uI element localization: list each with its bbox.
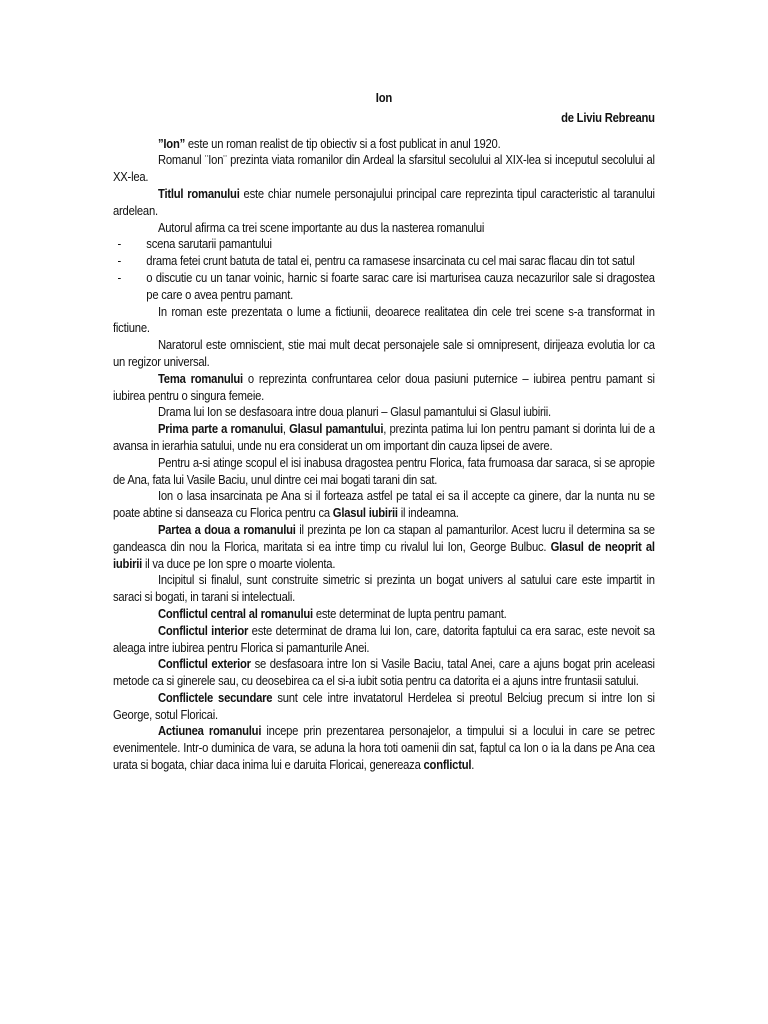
paragraph [113, 371, 655, 405]
paragraph-text: Romanul ¨Ion¨ prezinta viata romanilor din Ardeal la sfarsitul secolului al XIX-lea si inceputul secolului al XX-lea. [113, 153, 655, 185]
list-item [118, 270, 655, 304]
paragraph-text: Autorul afirma ca trei scene importante au dus la nasterea romanului [158, 220, 485, 235]
bold-term: Tema romanului [158, 371, 243, 386]
list-marker: - [117, 254, 122, 269]
bold-term: Glasul iubirii [332, 506, 398, 521]
document-body [113, 90, 655, 774]
paragraph [113, 404, 655, 421]
paragraph-text: incepe prin prezentarea personajelor, a timpului si a locului in care se petrec evenimentele. Intr-o duminica de vara, se aduna la hora toti oamenii din sat, faptul ca Ion o ia la dans pe Ana cea urata si bogata, chiar daca inima lui e daruita Floricai, genereaza [113, 724, 655, 773]
paragraph [113, 656, 655, 690]
paragraph [113, 136, 655, 153]
paragraph-text: sunt cele intre invatatorul Herdelea si preotul Belciug precum si intre Ion si George, sotul Floricai. [113, 690, 655, 722]
list-item-text: drama fetei crunt batuta de tatal ei, pentru ca ramasese insarcinata cu cel mai sarac flacau din tot satul [146, 254, 635, 269]
paragraph [113, 488, 655, 522]
paragraph-text: il indeamna. [397, 506, 459, 521]
paragraph-text: o reprezinta confruntarea celor doua pasiuni puternice – iubirea pentru pamant si iubirea pentru o singura femeie. [113, 371, 655, 403]
paragraph [113, 690, 655, 724]
paragraph [113, 623, 655, 657]
paragraph-text: Naratorul este omniscient, stie mai mult decat personajele sale si omnipresent, dirijeaza evolutia lor ca un regizor universal. [113, 338, 655, 369]
list-marker: - [117, 270, 122, 285]
paragraph-text: , [282, 422, 290, 437]
paragraph-text: il va duce pe Ion spre o moarte violenta. [142, 556, 336, 571]
paragraph-text: In roman este prezentata o lume a fictiunii, deoarece realitatea din cele trei scene s-a transformat in fictiune. [113, 304, 655, 336]
paragraph-text: este chiar numele personajului principal care reprezinta tipul caracteristic al taranului ardelean. [113, 186, 655, 218]
paragraph [113, 152, 655, 186]
paragraph-text: Pentru a-si atinge scopul el isi inabusa dragostea pentru Florica, fata frumoasa dar saraca, si se apropie de Ana, fata lui Vasile Baciu, unul dintre cei mai bogati tarani din sat. [113, 455, 655, 487]
bold-term: Glasul pamantului [289, 422, 384, 437]
analysis-section [113, 304, 655, 774]
bold-term: Actiunea romanului [158, 724, 262, 739]
bold-term: Prima parte a romanului [158, 422, 283, 437]
paragraph [113, 337, 655, 371]
paragraph [113, 220, 655, 237]
bold-term: Conflictul interior [158, 623, 249, 638]
paragraph [113, 522, 655, 572]
list-marker: - [117, 237, 122, 252]
paragraph-text: , prezinta patima lui Ion pentru pamant si dorinta lui de a avansa in ierarhia satului, unde nu era considerat un om important din cauza lipsei de avere. [113, 422, 655, 453]
intro-section [113, 136, 655, 237]
paragraph [113, 186, 655, 220]
paragraph-text: Ion o lasa insarcinata pe Ana si il forteaza astfel pe tatal ei sa il accepte ca ginere, dar la nunta nu se poate abtine si danseaza cu Florica pentru ca [113, 489, 655, 521]
paragraph-text: Drama lui Ion se desfasoara intre doua planuri – Glasul pamantului si Glasul iubirii. [158, 405, 551, 420]
paragraph [113, 421, 655, 455]
paragraph-text: este determinat de lupta pentru pamant. [312, 606, 507, 621]
bold-term: Titlul romanului [158, 186, 240, 201]
list-item-text: o discutie cu un tanar voinic, harnic si foarte sarac care isi marturisea cauza necazurilor sale si dragostea pe care o avea pentru pamant. [146, 270, 655, 302]
paragraph [113, 572, 655, 606]
paragraph [113, 606, 655, 623]
paragraph [113, 304, 655, 338]
paragraph-text: se desfasoara intre Ion si Vasile Baciu, tatal Anei, care a ajuns bogat prin aceleasi metode ca si ginerele sau, cu deosebirea ca el si-a iubit sotia pentru ca datorita ei a ajuns intre fruntasii satului. [113, 657, 655, 689]
document-author: de Liviu Rebreanu [561, 110, 655, 125]
bold-term: Conflictele secundare [158, 690, 273, 705]
list-item [118, 253, 655, 270]
paragraph-text: il prezinta pe Ion ca stapan al pamanturilor. Acest lucru il determina sa se gandeasca din nou la Florica, maritata si ea intre timp cu rivalul lui Ion, George Bulbuc. [113, 522, 655, 554]
inspiration-scenes-list [113, 236, 655, 303]
paragraph-text: este un roman realist de tip obiectiv si a fost publicat in anul 1920. [185, 136, 501, 151]
paragraph [113, 455, 655, 489]
bold-term: Glasul de neoprit al iubirii [113, 539, 655, 571]
bold-term: Conflictul exterior [158, 657, 251, 672]
list-item [118, 236, 655, 253]
bold-term: ”Ion” [158, 136, 185, 151]
bold-term: Partea a doua a romanului [158, 522, 296, 537]
bold-term: conflictul [423, 758, 472, 773]
paragraph-text: Incipitul si finalul, sunt construite simetric si prezinta un bogat univers al satului care este impartit in saraci si bogati, in tarani si intelectuali. [113, 573, 655, 605]
paragraph-text: este determinat de drama lui Ion, care, datorita faptului ca era sarac, este nevoit sa aleaga intre iubirea pentru Florica si pamanturile Anei. [113, 623, 655, 655]
paragraph [113, 723, 655, 773]
paragraph-text: . [471, 758, 475, 773]
bold-term: Conflictul central al romanului [158, 606, 313, 621]
document-title: Ion [375, 91, 392, 105]
list-item-text: scena sarutarii pamantului [146, 237, 272, 252]
